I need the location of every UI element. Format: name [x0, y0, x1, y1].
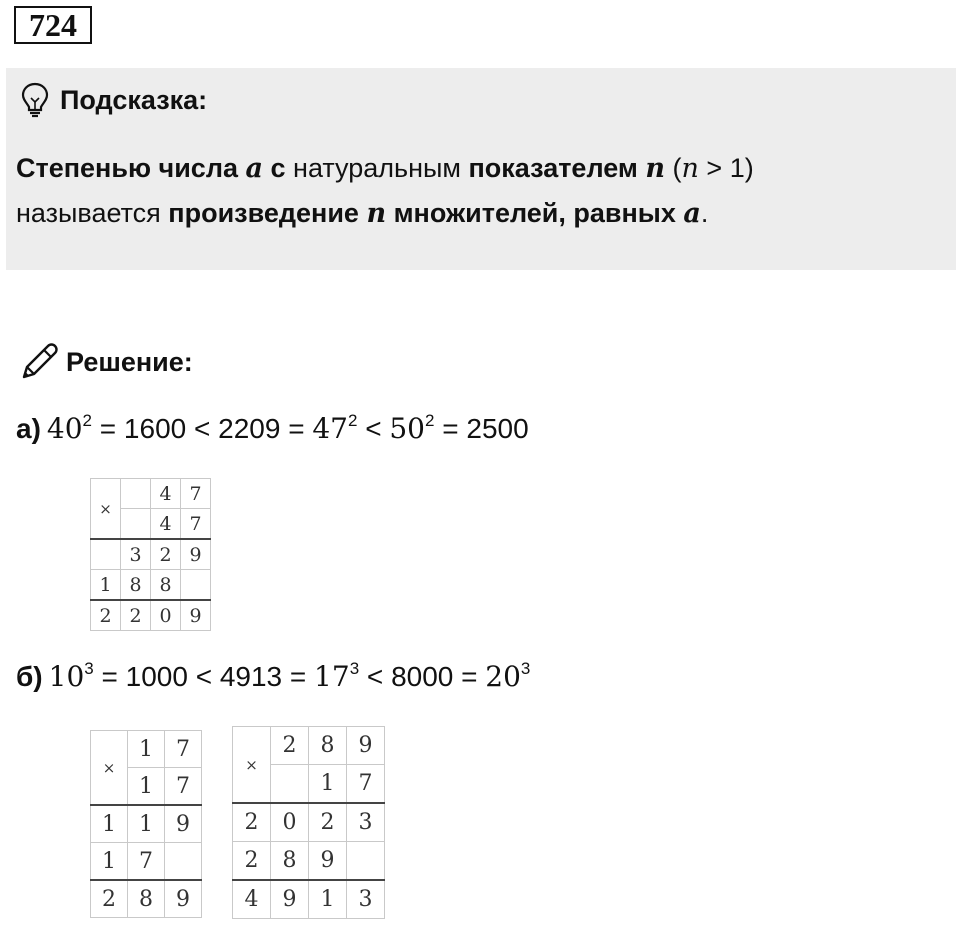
base: 20 — [485, 660, 521, 693]
exponent: 3 — [84, 659, 94, 678]
grid-row — [233, 727, 385, 765]
var-n: n — [645, 153, 666, 184]
hint-text-part: . — [700, 198, 709, 228]
grid-digit — [121, 479, 151, 509]
var-n: n — [366, 198, 387, 229]
hint-title: Подсказка: — [60, 84, 208, 115]
grid-digit — [165, 843, 202, 881]
grid-digit: 8 — [309, 727, 347, 765]
hint-box — [6, 68, 956, 270]
grid-digit: 4 — [151, 479, 181, 509]
var-a: a — [683, 198, 701, 229]
grid-digit: 2 — [151, 539, 181, 570]
grid-row — [91, 843, 202, 881]
grid-digit: 8 — [128, 880, 165, 918]
grid-digit — [181, 570, 211, 601]
grid-digit: 7 — [181, 479, 211, 509]
grid-row — [91, 479, 211, 509]
grid-digit: 2 — [271, 727, 309, 765]
grid-digit: 8 — [121, 570, 151, 601]
grid-row — [91, 570, 211, 601]
grid-digit: 3 — [121, 539, 151, 570]
grid-digit: 9 — [181, 600, 211, 631]
solution-title: Решение: — [66, 346, 193, 377]
equation-text: = 1600 < 2209 = — [92, 413, 313, 444]
grid-row — [91, 600, 211, 631]
exponent: 2 — [82, 411, 93, 430]
grid-row — [233, 880, 385, 919]
grid-digit: 7 — [181, 509, 211, 540]
grid-digit: 9 — [347, 727, 385, 765]
grid-digit: 1 — [309, 765, 347, 804]
exponent: 3 — [520, 659, 531, 678]
grid-digit: 0 — [271, 803, 309, 842]
grid-digit: 9 — [165, 805, 202, 843]
hint-text-part: с — [263, 153, 286, 183]
grid-digit: 8 — [151, 570, 181, 601]
grid-row — [91, 805, 202, 843]
grid-digit: 9 — [165, 880, 202, 918]
grid-digit: 1 — [91, 843, 128, 881]
grid-digit: 1 — [91, 805, 128, 843]
equation-text: = 1000 < 4913 = — [93, 661, 315, 692]
grid-digit: 1 — [128, 768, 165, 806]
part-label: а) — [16, 413, 41, 444]
grid-digit — [121, 509, 151, 540]
base: 40 — [46, 412, 83, 445]
hint-text-part: > 1) — [698, 153, 754, 183]
multiplication-grid-17x17 — [90, 730, 202, 918]
hint-text — [16, 146, 946, 236]
grid-digit: 1 — [91, 570, 121, 601]
hint-text-part: ( — [665, 153, 682, 183]
grid-digit: 9 — [271, 880, 309, 919]
grid-digit: 3 — [347, 880, 385, 919]
equation-text: < 8000 = — [359, 661, 486, 692]
grid-row — [233, 803, 385, 842]
pencil-icon — [18, 341, 60, 383]
base: 17 — [314, 660, 350, 693]
grid-row — [91, 880, 202, 918]
grid-digit: 1 — [128, 731, 165, 768]
base: 10 — [48, 660, 85, 693]
hint-title-row — [20, 82, 207, 118]
grid-digit: 2 — [91, 880, 128, 918]
hint-text-part: множителей, равных — [386, 198, 684, 228]
hint-text-part: Степенью числа — [16, 153, 246, 183]
var-a: a — [245, 153, 263, 184]
grid-digit — [91, 539, 121, 570]
hint-text-part: показателем — [468, 153, 646, 183]
task-number: 724 — [14, 6, 92, 44]
var-n-condition: n — [681, 153, 699, 184]
multiply-sign: × — [91, 479, 121, 540]
grid-digit: 2 — [233, 803, 271, 842]
multiply-sign: × — [91, 731, 128, 806]
exponent: 2 — [425, 411, 435, 430]
grid-digit: 9 — [181, 539, 211, 570]
grid-digit: 0 — [151, 600, 181, 631]
equation-text: = 2500 — [434, 413, 529, 444]
grid-digit: 2 — [309, 803, 347, 842]
grid-digit: 1 — [128, 805, 165, 843]
part-label: б) — [16, 661, 43, 692]
hint-line-1 — [16, 146, 946, 191]
grid-digit: 2 — [91, 600, 121, 631]
grid-digit — [271, 765, 309, 804]
grid-row — [91, 539, 211, 570]
grid-digit: 7 — [165, 768, 202, 806]
grid-digit: 7 — [165, 731, 202, 768]
solution-part-b — [16, 660, 530, 693]
grid-digit: 8 — [271, 842, 309, 881]
lightbulb-icon — [20, 82, 50, 118]
grid-digit: 2 — [233, 842, 271, 881]
grid-digit: 2 — [121, 600, 151, 631]
grid-digit: 7 — [347, 765, 385, 804]
multiplication-grid-47x47 — [90, 478, 211, 631]
solution-part-a — [16, 412, 529, 445]
grid-digit: 4 — [151, 509, 181, 540]
hint-text-part: натуральным — [285, 153, 469, 183]
hint-text-part: произведение — [168, 198, 367, 228]
grid-row — [91, 731, 202, 768]
multiplication-grid-289x17 — [232, 726, 385, 919]
equation-text: < — [357, 413, 390, 444]
solution-heading — [18, 340, 193, 384]
grid-digit: 7 — [128, 843, 165, 881]
multiply-sign: × — [233, 727, 271, 804]
exponent: 2 — [347, 411, 358, 430]
base: 47 — [312, 412, 348, 445]
hint-line-2 — [16, 191, 946, 236]
grid-row — [233, 842, 385, 881]
grid-digit: 4 — [233, 880, 271, 919]
grid-digit: 3 — [347, 803, 385, 842]
exponent: 3 — [349, 659, 360, 678]
grid-digit — [347, 842, 385, 881]
base: 50 — [389, 412, 425, 445]
hint-text-part: называется — [16, 198, 169, 228]
grid-digit: 9 — [309, 842, 347, 881]
grid-digit: 1 — [309, 880, 347, 919]
